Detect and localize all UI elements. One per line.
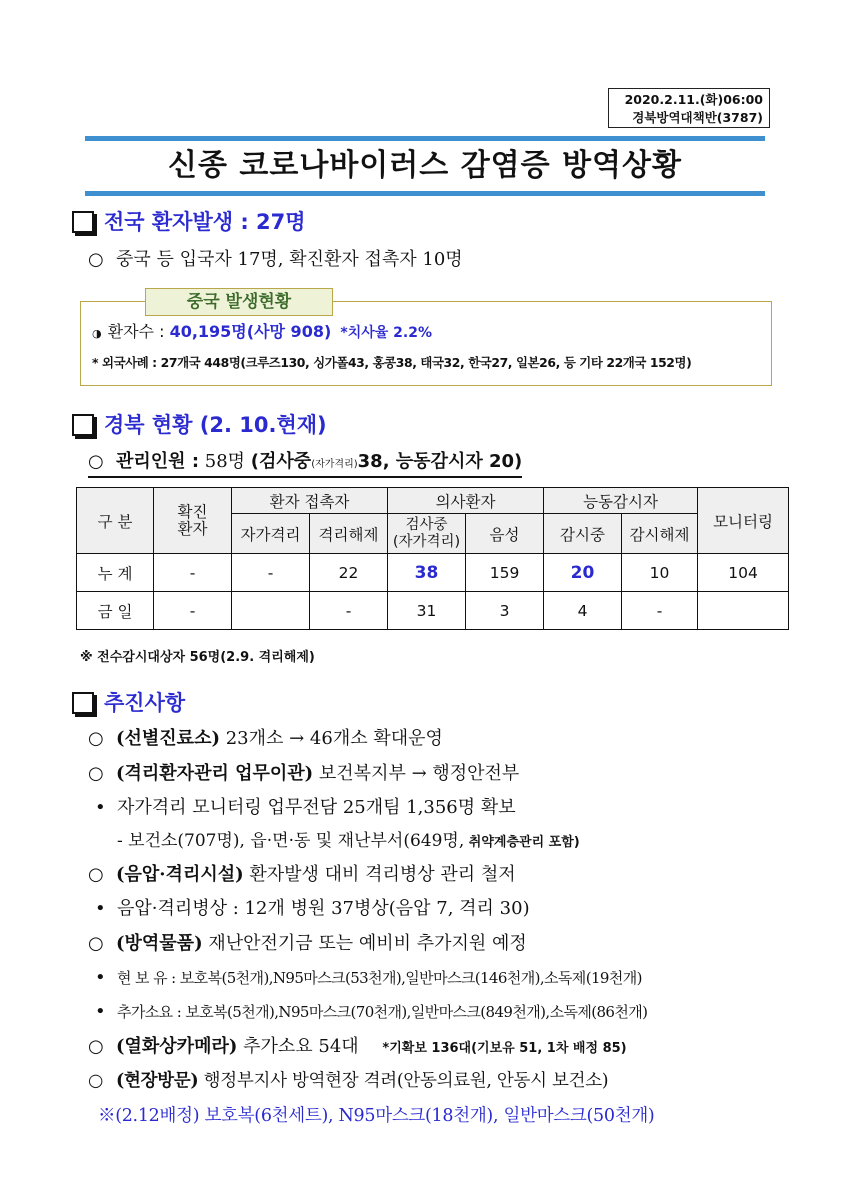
action-sub-text: 추가소요 : 보호복(5천개),N95마스크(70천개),일반마스크(849천개),소독제(86천개): [117, 1003, 648, 1021]
cell-monitoring: 4: [544, 592, 622, 630]
action-subitem: [95, 793, 516, 823]
action-subitem: [95, 963, 642, 993]
checkbox-square-icon: [72, 211, 94, 233]
action-text: 환자발생 대비 격리병상 관리 철저: [243, 864, 516, 885]
cell-negative: 159: [466, 554, 544, 592]
col-contacts: 환자 접촉자: [232, 488, 388, 514]
cell-confirmed: -: [154, 554, 232, 592]
action-sub-text: 자가격리 모니터링 업무전담 25개팀 1,356명 확보: [117, 797, 516, 818]
managed-line: [88, 448, 522, 478]
china-label: 중국 발생현황: [145, 288, 333, 316]
title-rule-top: [85, 136, 765, 141]
circle-bullet-icon: ○: [88, 763, 104, 784]
dot-bullet-icon: •: [95, 967, 106, 988]
circle-bullet-icon: ○: [88, 728, 104, 749]
status-table: [76, 487, 789, 630]
action-text: 23개소 → 46개소 확대운영: [219, 728, 443, 749]
action-dash-bold: 취약계층관리 포함): [464, 835, 580, 850]
table-note: ※ 전수감시대상자 56명(2.9. 격리해제): [80, 650, 315, 665]
circle-bullet-icon: ○: [88, 933, 104, 954]
cell-mon-release: 10: [622, 554, 698, 592]
action-item: [88, 1066, 608, 1096]
cell-testing: 31: [388, 592, 466, 630]
cell-monitor: 104: [698, 554, 789, 592]
col-negative: 음성: [466, 514, 544, 554]
managed-label: 관리인원 :: [116, 451, 200, 472]
dot-bullet-icon: •: [95, 797, 106, 818]
action-bold: (선별진료소): [116, 728, 220, 749]
action-subitem: [95, 894, 530, 924]
action-item: [88, 860, 516, 890]
action-extra: *기확보 136대(기보유 51, 1차 배정 85): [382, 1041, 627, 1056]
col-monitoring: 감시중: [544, 514, 622, 554]
dot-bullet-icon: •: [95, 898, 106, 919]
action-text: 추가소요 54대: [237, 1036, 359, 1057]
actions-heading: 추진사항: [104, 691, 186, 715]
allocation-footer: ※(2.12배정) 보호복(6천세트), N95마스크(18천개), 일반마스크(50천개): [98, 1106, 655, 1126]
action-bold: (음압·격리시설): [116, 864, 244, 885]
managed-detail-small: (자가격리): [311, 459, 358, 470]
patients-prefix: 환자수 :: [107, 322, 165, 341]
half-circle-icon: ◑: [92, 327, 102, 340]
section-gyeongbuk: [72, 410, 327, 440]
report-date: 2020.2.11.(화)06:00: [624, 92, 763, 107]
col-active: 능동감시자: [544, 488, 698, 514]
cell-monitor: [698, 592, 789, 630]
action-text: 행정부지사 방역현장 격려(안동의료원, 안동시 보건소): [198, 1071, 609, 1091]
section-national: [72, 207, 306, 237]
patients-value: 40,195명(사망 908): [169, 322, 332, 341]
action-item: [88, 929, 527, 959]
cell-self-iso: [232, 592, 310, 630]
circle-bullet-icon: ○: [88, 1036, 104, 1057]
dot-bullet-icon: •: [95, 1001, 106, 1022]
title-rule-bottom: [85, 191, 765, 196]
action-bold: (방역물품): [116, 933, 203, 954]
checkbox-square-icon: [72, 414, 94, 436]
circle-bullet-icon: ○: [88, 451, 104, 472]
report-org: 경북방역대책반(3787): [632, 110, 763, 125]
action-text: 보건복지부 → 행정안전부: [313, 763, 520, 784]
circle-bullet-icon: ○: [88, 1071, 103, 1091]
gyeongbuk-heading: 경북 현황 (2. 10.현재): [104, 413, 327, 437]
cell-iso-release: 22: [310, 554, 388, 592]
national-text: 중국 등 입국자 17명, 확진환자 접촉자 10명: [116, 249, 463, 270]
date-box: [608, 88, 770, 128]
circle-bullet-icon: ○: [88, 249, 104, 270]
col-self-iso: 자가격리: [232, 514, 310, 554]
col-suspected: 의사환자: [388, 488, 544, 514]
action-dash-text: - 보건소(707명), 읍·면·동 및 재난부서(649명,: [117, 831, 465, 851]
checkbox-square-icon: [72, 692, 94, 714]
action-dash-item: [117, 826, 580, 856]
col-mon-release: 감시해제: [622, 514, 698, 554]
col-testing: 검사중 (자가격리): [388, 514, 466, 554]
cell-negative: 3: [466, 592, 544, 630]
section-actions: [72, 688, 185, 718]
action-item: [88, 724, 443, 754]
action-sub-text: 음압·격리병상 : 12개 병원 37병상(음압 7, 격리 30): [117, 898, 530, 919]
cell-self-iso: -: [232, 554, 310, 592]
cell-confirmed: -: [154, 592, 232, 630]
col-gubun: 구 분: [77, 488, 154, 554]
action-subitem: [95, 997, 647, 1027]
row-label: 금 일: [77, 592, 154, 630]
managed-detail-a: (검사중: [250, 451, 312, 472]
table-row: [77, 554, 789, 592]
action-bold: (격리환자관리 업무이관): [116, 763, 314, 784]
national-line: [88, 245, 463, 275]
action-text: 재난안전기금 또는 예비비 추가지원 예정: [202, 933, 527, 954]
action-bold: (현장방문): [116, 1071, 199, 1091]
col-iso-release: 격리해제: [310, 514, 388, 554]
action-sub-text: 현 보 유 : 보호복(5천개),N95마스크(53천개),일반마스크(146천개),소독제(19천개): [117, 969, 642, 987]
cell-mon-release: -: [622, 592, 698, 630]
table-row: [77, 592, 789, 630]
managed-count: 58명: [204, 451, 246, 472]
row-label: 누 계: [77, 554, 154, 592]
cell-testing: 38: [388, 554, 466, 592]
page-title: 신종 코로나바이러스 감염증 방역상황: [167, 148, 682, 183]
china-patients: [92, 318, 432, 348]
overseas-cases: * 외국사례 : 27개국 448명(크루즈130, 싱가폴43, 홍콩38, 태국32, 한국27, 일본26, 등 기타 22개국 152명): [92, 355, 692, 370]
managed-detail-b: 38, 능동감시자 20): [357, 451, 523, 472]
fatality-rate: *치사율 2.2%: [340, 325, 432, 341]
col-monitor: 모니터링: [698, 488, 789, 554]
col-confirmed: 확진 환자: [154, 488, 232, 554]
action-item: [88, 1032, 627, 1062]
action-item: [88, 759, 519, 789]
cell-monitoring: 20: [544, 554, 622, 592]
circle-bullet-icon: ○: [88, 864, 104, 885]
action-bold: (열화상카메라): [116, 1036, 238, 1057]
national-heading: 전국 환자발생 : 27명: [104, 210, 306, 234]
cell-iso-release: -: [310, 592, 388, 630]
